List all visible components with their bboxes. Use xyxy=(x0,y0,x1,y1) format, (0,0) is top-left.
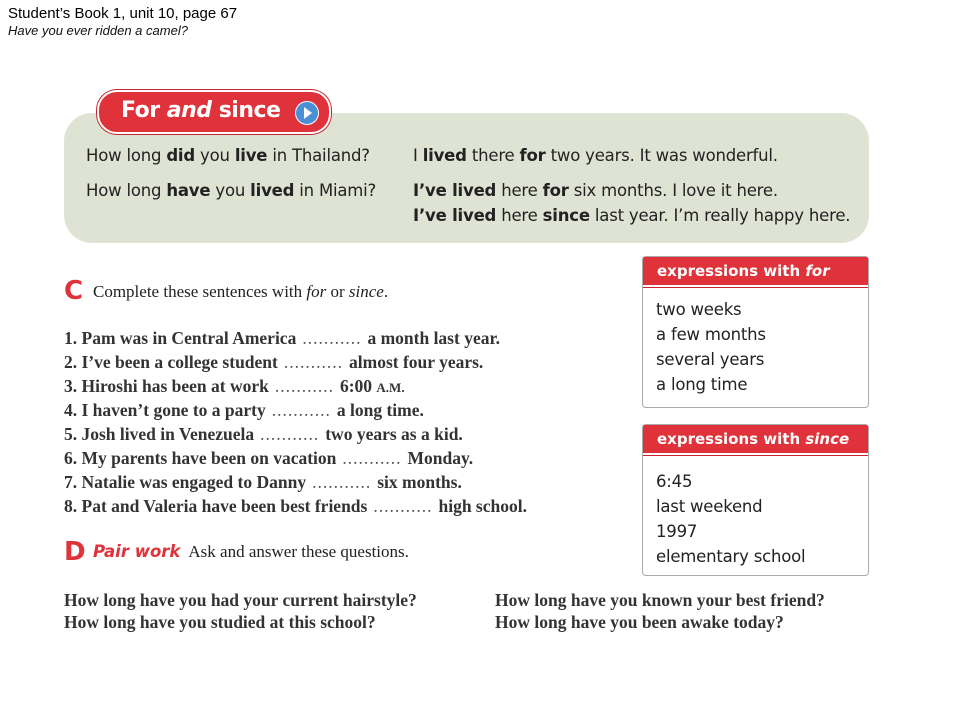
exercise-item: 4. I haven’t gone to a party ........... a long time. xyxy=(64,400,424,420)
expression-item: a few months xyxy=(656,325,766,344)
discussion-question: How long have you been awake today? xyxy=(495,612,784,632)
exercise-item: 1. Pam was in Central America ........... a month last year. xyxy=(64,328,501,348)
expression-item: elementary school xyxy=(656,547,806,566)
expression-item: last weekend xyxy=(656,497,763,516)
answer-blank[interactable]: ........... xyxy=(302,328,362,348)
expression-item: several years xyxy=(656,350,765,369)
pair-work-label: Pair work xyxy=(93,542,181,561)
expression-item: two weeks xyxy=(656,300,742,319)
section-c-letter: C xyxy=(64,276,84,306)
exercise-item: 2. I’ve been a college student ........... almost four years. xyxy=(64,352,484,372)
answer-blank[interactable]: ........... xyxy=(260,424,320,444)
exercise-item: 7. Natalie was engaged to Danny ........... six months. xyxy=(64,472,462,492)
answer-blank[interactable]: ........... xyxy=(373,496,433,516)
section-d-instruction: Pair work Ask and answer these questions. xyxy=(93,542,409,561)
expression-item: a long time xyxy=(656,375,748,394)
answer-blank[interactable]: ........... xyxy=(342,448,402,468)
exercise-item: 5. Josh lived in Venezuela ........... two years as a kid. xyxy=(64,424,463,444)
expressions-for-box xyxy=(642,256,869,408)
section-d-letter: D xyxy=(64,537,86,567)
grammar-answer-2: I’ve lived here for six months. I love it here. xyxy=(413,181,778,200)
grammar-answer-1: I lived there for two years. It was wonderful. xyxy=(413,146,778,165)
grammar-focus-tab xyxy=(97,90,331,134)
slide-title: Student’s Book 1, unit 10, page 67 xyxy=(8,5,238,22)
exercise-c-list xyxy=(64,326,527,518)
expressions-for-list xyxy=(643,287,868,397)
grammar-question-2: How long have you lived in Miami? xyxy=(86,181,377,200)
slide-header xyxy=(8,5,237,39)
play-audio-icon[interactable] xyxy=(295,101,319,125)
exercise-item: 3. Hiroshi has been at work ........... 6:00 A.M. xyxy=(64,376,405,396)
discussion-question: How long have you known your best friend? xyxy=(495,590,825,610)
answer-blank[interactable]: ........... xyxy=(274,376,334,396)
expressions-since-title: expressions with since xyxy=(643,425,868,455)
answer-blank[interactable]: ........... xyxy=(283,352,343,372)
section-c-instruction: Complete these sentences with for or since. xyxy=(93,282,389,301)
expressions-since-box xyxy=(642,424,869,576)
answer-blank[interactable]: ........... xyxy=(271,400,331,420)
exercise-item: 8. Pat and Valeria have been best friends ........... high school. xyxy=(64,496,527,516)
discussion-question: How long have you studied at this school? xyxy=(64,612,376,632)
expression-item: 1997 xyxy=(656,522,698,541)
answer-blank[interactable]: ........... xyxy=(312,472,372,492)
grammar-focus-title: For and since xyxy=(121,98,281,123)
grammar-question-1: How long did you live in Thailand? xyxy=(86,146,370,165)
discussion-question: How long have you had your current hairstyle? xyxy=(64,590,417,610)
slide-subtitle: Have you ever ridden a camel? xyxy=(8,23,188,38)
grammar-answer-3: I’ve lived here since last year. I’m really happy here. xyxy=(413,206,851,225)
exercise-item: 6. My parents have been on vacation ........... Monday. xyxy=(64,448,474,468)
expressions-for-title: expressions with for xyxy=(643,257,868,287)
expressions-since-list xyxy=(643,455,868,569)
expression-item: 6:45 xyxy=(656,472,693,491)
